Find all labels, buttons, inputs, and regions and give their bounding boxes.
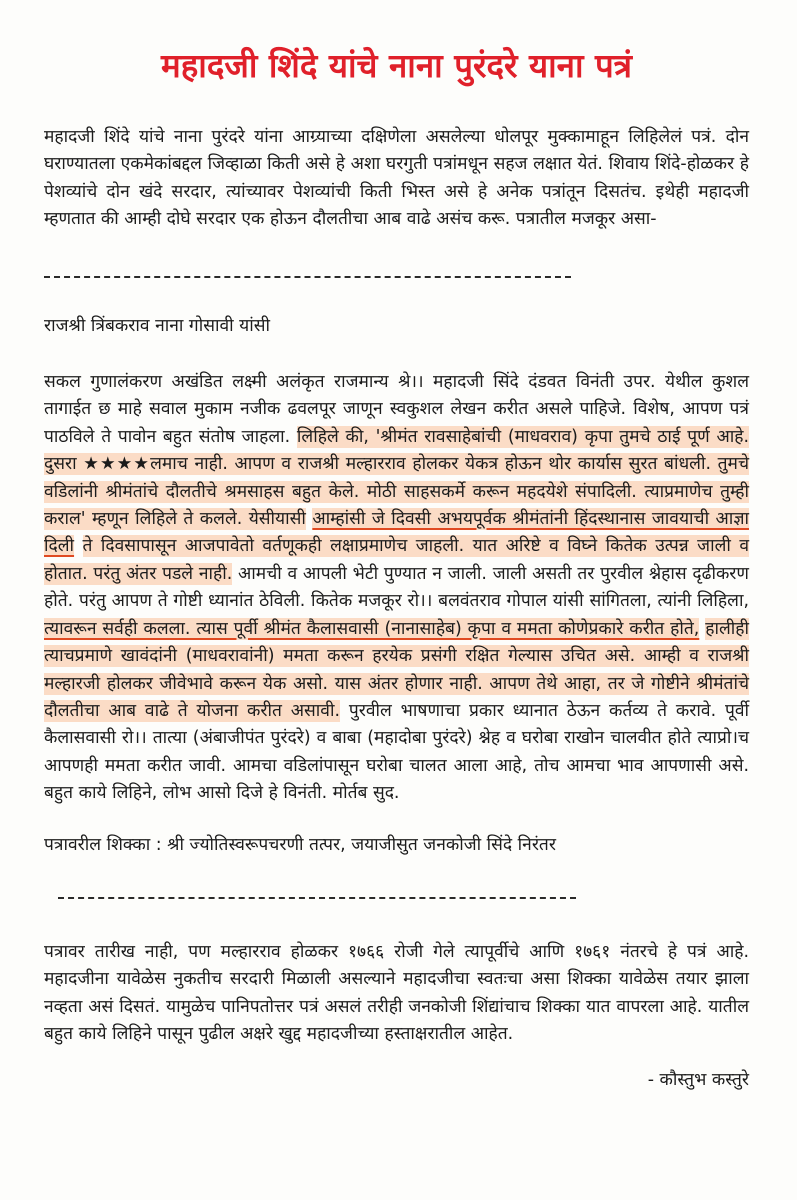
highlighted-text: हालीही त्याचप्रमाणे खावंदांनी (माधवरावांनी) ममता करून हरयेक प्रसंगी रक्षित गेल्यास उचित असे. आम्ही व राजश्री मल्हारजी होलकर जीवेभावे करून येक असो. यास अंतर होणार नाही. आपण तेथे आहा, तर जे गोष्टीने श्रीमंतांचे दौलतीचा आब वाढे ते योजना करीत असावी.: [44, 618, 749, 721]
salutation: राजश्री त्रिंबकराव नाना गोसावी यांसी: [44, 315, 271, 336]
page-title: महादजी शिंदे यांचे नाना पुरंदरे याना पत्रं: [161, 46, 632, 85]
dashed-divider: [44, 276, 571, 280]
highlighted-text: लिहिले की, 'श्रीमंत रावसाहेबांची (माधवराव) कृपा तुमचे ठाई पूर्ण आहे. दुसरा ★★★★लमाच नाही. आपण व राजश्री मल्हारराव होलकर येकत्र होऊन थोर कार्यास सुरत बांधली. तुमचे वडिलांनी श्रीमंतांचे दौलतीचे श्रमसाहस बहुत केले. मोठी साहसकर्मे करून महदयेशे संपादिली. त्याप्रमाणेच तुम्ही कराल' म्हणून लिहिले ते कलले. येसीयासी: [44, 426, 749, 530]
letter-text: पुरवील भाषणाचा प्रकार ध्यानात ठेऊन कर्तव्य ते करावे. पूर्वी कैलासवासी रो।। तात्या (अंबाजीपंत पुरंदरे) व बाबा (महादोबा पुरंदरे) श्नेह व घरोबा राखोन चालवीत होते त्याप्रो।च आपणही ममता करीत जावी. आमचा वडिलांपासून घरोबा चालत आला आहे, तोच आमचा भाव आपणासी असे. बहुत काये लिहिने, लोभ आसो दिजे हे विनंती. मोर्तब सुद.: [44, 700, 750, 804]
seal-text: पत्रावरील शिक्का : श्री ज्योतिस्वरूपचरणी तत्पर, जयाजीसुत जनकोजी सिंदे निरंतर: [44, 834, 556, 855]
highlighted-text: ते दिवसापासून आजपावेतो वर्तणूकही लक्षाप्रमाणेच जाहली. यात अरिष्टे व विघ्ने कितेक उत्पन्न जाली व होतात. परंतु अंतर पडले नाही.: [44, 536, 750, 584]
underlined-highlighted-text: त्यावरून सर्वही कलला. त्यास पूर्वी श्रीमंत कैलासवासी (नानासाहेब) कृपा व ममता कोणेप्रकारे करीत होते,: [44, 618, 700, 639]
note-paragraph: पत्रावर तारीख नाही, पण मल्हारराव होळकर १७६६ रोजी गेले त्यापूर्वीचे आणि १७६१ नंतरचे हे पत्रं आहे. महादजीना यावेळेस नुकतीच सरदारी मिळाली असल्याने महादजीचा स्वतःचा असा शिक्का यावेळेस तयार झाला नव्हता असं दिसतं. यामुळेच पानिपतोत्तर पत्रं असलं तरीही जनकोजी शिंद्यांचाच शिक्का यात वापरला आहे. यातील बहुत काये लिहिने पासून पुढील अक्षरे खुद्द महादजीच्या हस्ताक्षरातील आहेत.: [44, 941, 749, 1045]
letter-text: आमची व आपली भेटी पुण्यात न जाली. जाली असती तर पुरवील श्नेहास दृढीकरण होते. परंतु आपण ते गोष्टी ध्यानांत ठेविली. कितेक मजकूर रो।। बलवंतराव गोपाल यांसी सांगितला, त्यांनी लिहिला,: [44, 563, 749, 612]
underlined-highlighted-text: आम्हांसी जे दिवसी अभयपूर्वक श्रीमंतांनी हिंदस्थानास जावयाची आज्ञा दिली: [44, 509, 749, 557]
intro-paragraph: महादजी शिंदे यांचे नाना पुरंदरे यांना आग्र्याच्या दक्षिणेला असलेल्या धोलपूर मुक्कामाहून लिहिलेलं पत्रं. दोन घराण्यातला एकमेकांबद्दल जिव्हाळा किती असे हे अशा घरगुती पत्रांमधून सहज लक्षात येतं. शिवाय शिंदे-होळकर हे पेशव्यांचे दोन खंदे सरदार, त्यांच्यावर पेशव्यांची किती भिस्त असे हे अनेक पत्रांतून दिसतंच. इथेही महादजी म्हणतात की आम्ही दोघे सरदार एक होऊन दौलतीचा आब वाढे असंच करू. पत्रातील मजकूर असा-: [44, 127, 749, 230]
letter-text: सकल गुणालंकरण अखंडित लक्ष्मी अलंकृत राजमान्य श्रे।। महादजी सिंदे दंडवत विनंती उपर. येथील कुशल तागाईत छ माहे सवाल मुकाम नजीक ढवलपूर जाणून स्वकुशल लेखन करीत असले पाहिजे. विशेष, आपण पत्रं पाठविले ते पावोन बहुत संतोष जाहला.: [44, 372, 749, 447]
letter-body: [44, 369, 749, 808]
author-signature: - कौस्तुभ कस्तुरे: [647, 1069, 749, 1090]
dashed-divider: [58, 897, 576, 901]
